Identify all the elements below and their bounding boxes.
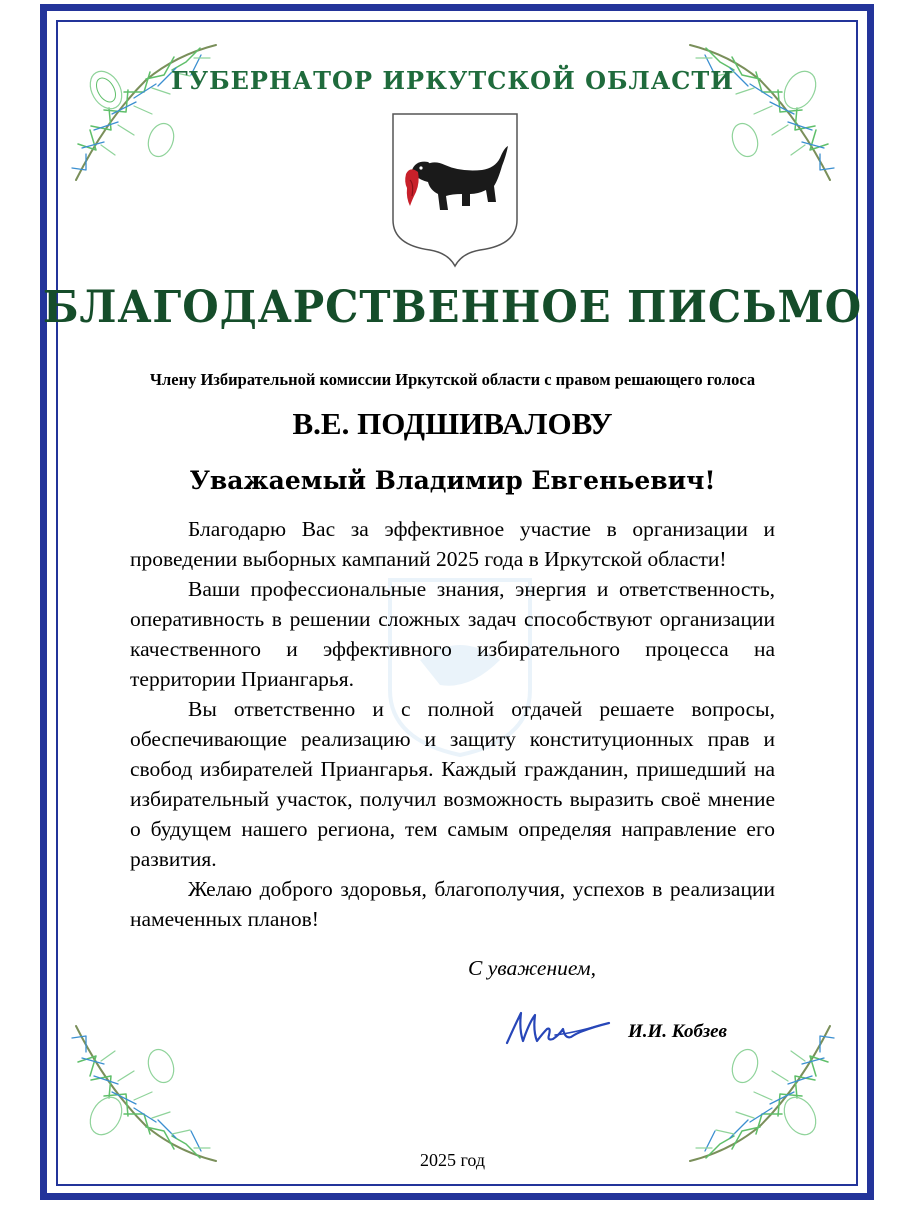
recipient-position: Члену Избирательной комиссии Иркутской области с правом решающего голоса [149, 370, 756, 389]
handwritten-signature-icon [503, 1005, 613, 1050]
signer-name: И.И. Кобзев [628, 1021, 728, 1042]
letter-body [130, 514, 775, 934]
document-year: 2025 год [419, 1150, 486, 1170]
document-title: БЛАГОДАРСТВЕННОЕ ПИСЬМО [42, 282, 863, 333]
body-paragraph: Ваши профессиональные знания, энергия и ответственность, оперативность в решении сложных задач способствуют организации качественного и эффективного избирательного процесса на территории Приангарья. [130, 577, 775, 691]
irkutsk-coat-of-arms-icon [390, 110, 520, 270]
greeting: Уважаемый Владимир Евгеньевич! [189, 466, 716, 495]
body-paragraph: Вы ответственно и с полной отдачей решаете вопросы, обеспечивающие реализацию и защиту конституционных прав и свобод избирателей Приангарья. Каждый гражданин, пришедший на избирательный участок, получил возможность выразить своё мнение о будущем нашего региона, тем самым определяя направление его развития. [130, 697, 775, 871]
pine-branch-icon [680, 30, 840, 190]
body-paragraph: Желаю доброго здоровья, благополучия, успехов в реализации намеченных планов! [130, 877, 775, 931]
recipient-name: В.Е. ПОДШИВАЛОВУ [292, 406, 613, 441]
pine-branch-icon [66, 30, 226, 190]
body-paragraph: Благодарю Вас за эффективное участие в организации и проведении выборных кампаний 2025 года в Иркутской области! [130, 517, 775, 571]
issuer-heading: ГУБЕРНАТОР ИРКУТСКОЙ ОБЛАСТИ [171, 66, 734, 95]
closing: С уважением, [468, 956, 596, 980]
